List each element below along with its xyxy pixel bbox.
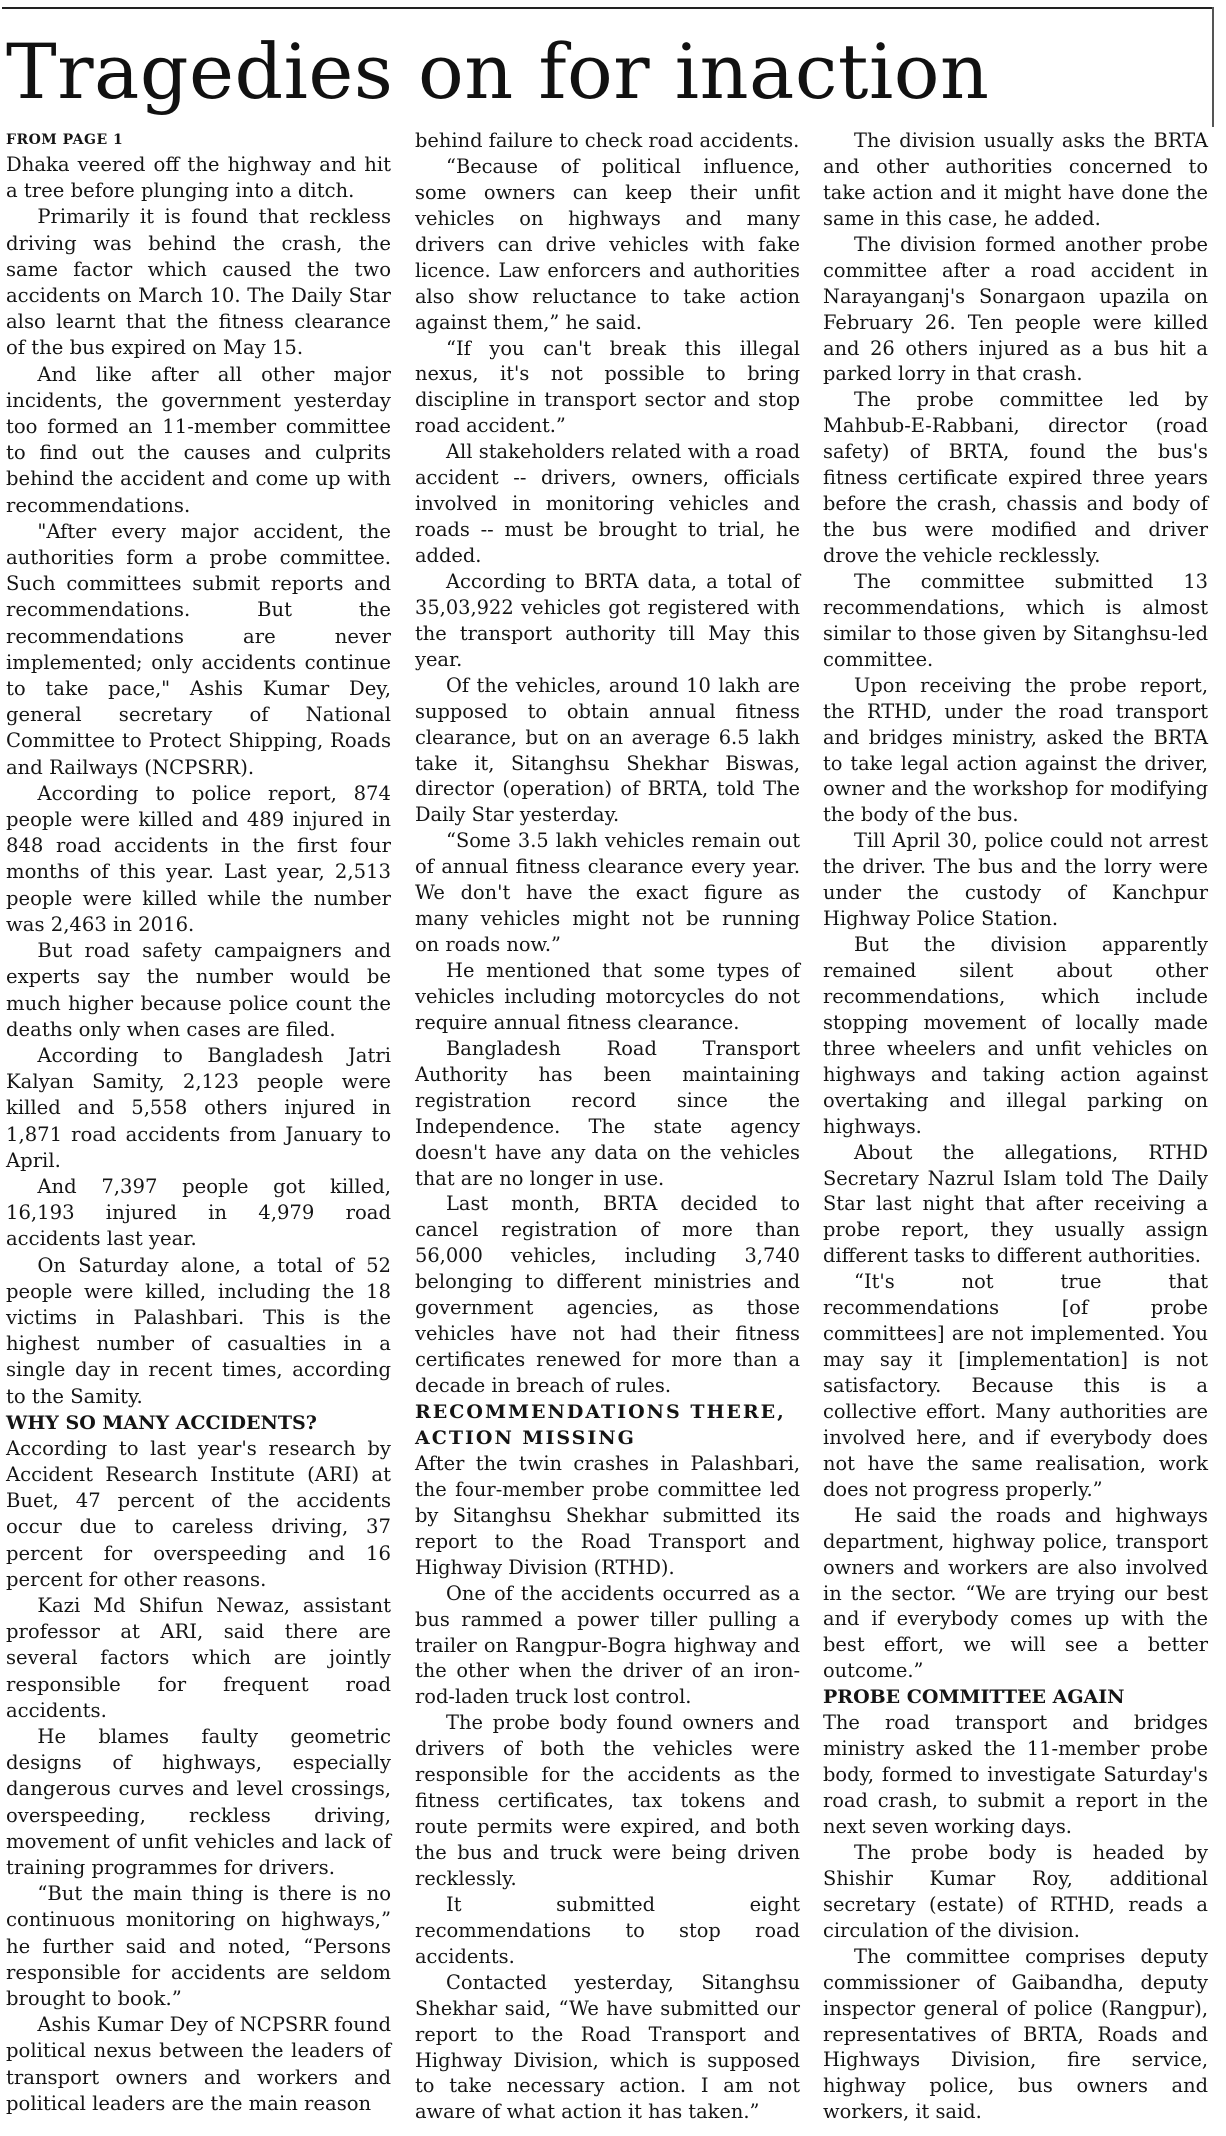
section-subhead: WHY SO MANY ACCIDENTS?	[6, 1411, 317, 1434]
article-paragraph: And like after all other major incidents, the government yesterday too formed an 11-member committee to find out the causes and culprits behind the accident and come up with recommendations.	[6, 362, 391, 517]
article-paragraph: He said the roads and highways department, highway police, transport owners and workers are also involved in the sector. “We are trying our best and if everybody comes up with the best effort, we will see a better outcome.”	[823, 1503, 1208, 1683]
article-paragraph: Last month, BRTA decided to cancel registration of more than 56,000 vehicles, including 3,740 belonging to different ministries and government agencies, as those vehicles have not had their fitness certificates renewed for more than a decade in breach of rules.	[415, 1192, 800, 1397]
article-paragraph: "After every major accident, the authorities form a probe committee. Such committees submit reports and recommendations. But the recommendations are never implemented; only accidents continue to take pace," Ashis Kumar Dey, general secretary of National Committee to Protect Shipping, Roads and Railways (NCPSRR).	[6, 519, 391, 779]
article-paragraph: Primarily it is found that reckless driving was behind the crash, the same factor which caused the two accidents on March 10. The Daily Star also learnt that the fitness clearance of the bus expired on May 15.	[6, 205, 391, 360]
article-paragraph: Dhaka veered off the highway and hit a tree before plunging into a ditch.	[6, 153, 391, 203]
article-paragraph: behind failure to check road accidents.	[415, 129, 800, 152]
article-paragraph: According to last year's research by Accident Research Institute (ARI) at Buet, 47 percent of the accidents occur due to careless driving, 37 percent for overspeeding and 16 percent for other reasons.	[6, 1436, 391, 1591]
article-column-2	[415, 128, 800, 2125]
article-paragraph: According to BRTA data, a total of 35,03,922 vehicles got registered with the transport authority till May this year.	[415, 569, 800, 671]
article-paragraph: One of the accidents occurred as a bus rammed a power tiller pulling a trailer on Rangpur-Bogra highway and the other when the driver of an iron-rod-laden truck lost control.	[415, 1581, 800, 1709]
article-paragraph: Contacted yesterday, Sitanghsu Shekhar said, “We have submitted our report to the Road Transport and Highway Division, which is supposed to take necessary action. I am not aware of what action it has taken.”	[415, 1970, 800, 2124]
article-paragraph: He blames faulty geometric designs of highways, especially dangerous curves and level crossings, overspeeding, reckless driving, movement of unfit vehicles and lack of training programmes for drivers.	[6, 1724, 391, 1879]
top-rule	[2, 7, 1212, 9]
article-paragraph: “Because of political influence, some owners can keep their unfit vehicles on highways and many drivers can drive vehicles with fake licence. Law enforcers and authorities also show reluctance to take action against them,” he said.	[415, 154, 800, 334]
article-paragraph: But the division apparently remained silent about other recommendations, which include stopping movement of locally made three wheelers and unfit vehicles on highways and taking action against overtaking and illegal parking on highways.	[823, 933, 1208, 1138]
article-paragraph: On Saturday alone, a total of 52 people were killed, including the 18 victims in Palashbari. This is the highest number of casualties in a single day in recent times, according to the Samity.	[6, 1253, 391, 1408]
article-paragraph: The probe committee led by Mahbub-E-Rabbani, director (road safety) of BRTA, found the bus's fitness certificate expired three years before the crash, chassis and body of the bus were modified and driver drove the vehicle recklessly.	[823, 388, 1208, 567]
article-paragraph: And 7,397 people got killed, 16,193 injured in 4,979 road accidents last year.	[6, 1174, 391, 1251]
article-paragraph: But road safety campaigners and experts say the number would be much higher because police count the deaths only when cases are filed.	[6, 939, 391, 1041]
page-jump-kicker: FROM PAGE 1	[6, 132, 124, 148]
article-paragraph: Kazi Md Shifun Newaz, assistant professor at ARI, said there are several factors which are jointly responsible for frequent road accidents.	[6, 1593, 391, 1722]
article-paragraph: Of the vehicles, around 10 lakh are supposed to obtain annual fitness clearance, but on an average 6.5 lakh take it, Sitanghsu Shekhar Biswas, director (operation) of BRTA, told The Daily Star yesterday.	[415, 673, 800, 827]
article-paragraph: According to Bangladesh Jatri Kalyan Samity, 2,123 people were killed and 5,558 others injured in 1,871 road accidents from January to April.	[6, 1043, 391, 1172]
article-column-3	[823, 128, 1208, 2125]
headline: Tragedies on for inaction	[6, 27, 990, 116]
article-paragraph: “Some 3.5 lakh vehicles remain out of annual fitness clearance every year. We don't have the exact figure as many vehicles might not be running on roads now.”	[415, 829, 800, 957]
column-rule	[1212, 7, 1214, 127]
article-paragraph: According to police report, 874 people were killed and 489 injured in 848 road accidents in the first four months of this year. Last year, 2,513 people were killed while the number was 2,463 in 2016.	[6, 781, 391, 936]
article-paragraph: The committee comprises deputy commissioner of Gaibandha, deputy inspector general of police (Rangpur), representatives of BRTA, Roads and Highways Division, fire service, highway police, bus owners and workers, it said.	[823, 1944, 1208, 2124]
article-paragraph: He mentioned that some types of vehicles including motorcycles do not require annual fitness clearance.	[415, 959, 800, 1034]
article-paragraph: The probe body found owners and drivers of both the vehicles were responsible for the accidents as the fitness certificates, tax tokens and route permits were expired, and both the bus and truck were being driven recklessly.	[415, 1711, 800, 1890]
article-paragraph: After the twin crashes in Palashbari, the four-member probe committee led by Sitanghsu Shekhar submitted its report to the Road Transport and Highway Division (RTHD).	[415, 1451, 800, 1579]
article-paragraph: Till April 30, police could not arrest the driver. The bus and the lorry were under the custody of Kanchpur Highway Police Station.	[823, 829, 1208, 931]
article-paragraph: The road transport and bridges ministry asked the 11-member probe body, formed to investigate Saturday's road crash, to submit a report in the next seven working days.	[823, 1711, 1208, 1838]
article-paragraph: The division formed another probe committee after a road accident in Narayanganj's Sonargaon upazila on February 26. Ten people were killed and 26 others injured as a bus hit a parked lorry in that crash.	[823, 232, 1208, 386]
article-paragraph: Bangladesh Road Transport Authority has been maintaining registration record since the Independence. The state agency doesn't have any data on the vehicles that are no longer in use.	[415, 1036, 800, 1190]
article-paragraph: The probe body is headed by Shishir Kumar Roy, additional secretary (estate) of RTHD, reads a circulation of the division.	[823, 1840, 1208, 1942]
article-paragraph: About the allegations, RTHD Secretary Nazrul Islam told The Daily Star last night that after receiving a probe report, they usually assign different tasks to different authorities.	[823, 1140, 1208, 1268]
article-paragraph: All stakeholders related with a road accident -- drivers, owners, officials involved in monitoring vehicles and roads -- must be brought to trial, he added.	[415, 440, 800, 567]
article-column-1	[6, 128, 391, 2117]
article-paragraph: “If you can't break this illegal nexus, it's not possible to bring discipline in transport sector and stop road accident.”	[415, 336, 800, 438]
section-subhead: RECOMMENDATIONS THERE, ACTION MISSING	[415, 1400, 786, 1449]
article-paragraph: “But the main thing is there is no continuous monitoring on highways,” he further said and noted, “Persons responsible for accidents are seldom brought to book.”	[6, 1882, 391, 2011]
article-paragraph: “It's not true that recommendations [of probe committees] are not implemented. You may say it [implementation] is not satisfactory. Because this is a collective effort. Many authorities are involved here, and if everybody does not have the same realisation, work does not progress properly.”	[823, 1270, 1208, 1501]
article-paragraph: Upon receiving the probe report, the RTHD, under the road transport and bridges ministry, asked the BRTA to take legal action against the driver, owner and the workshop for modifying the body of the bus.	[823, 673, 1208, 827]
article-paragraph: It submitted eight recommendations to stop road accidents.	[415, 1892, 800, 1968]
article-paragraph: The committee submitted 13 recommendations, which is almost similar to those given by Sitanghsu-led committee.	[823, 569, 1208, 671]
article-paragraph: The division usually asks the BRTA and other authorities concerned to take action and it might have done the same in this case, he added.	[823, 129, 1208, 230]
article-paragraph: Ashis Kumar Dey of NCPSRR found political nexus between the leaders of transport owners and workers and political leaders are the main reason	[6, 2013, 391, 2115]
section-subhead: PROBE COMMITTEE AGAIN	[823, 1686, 1125, 1709]
